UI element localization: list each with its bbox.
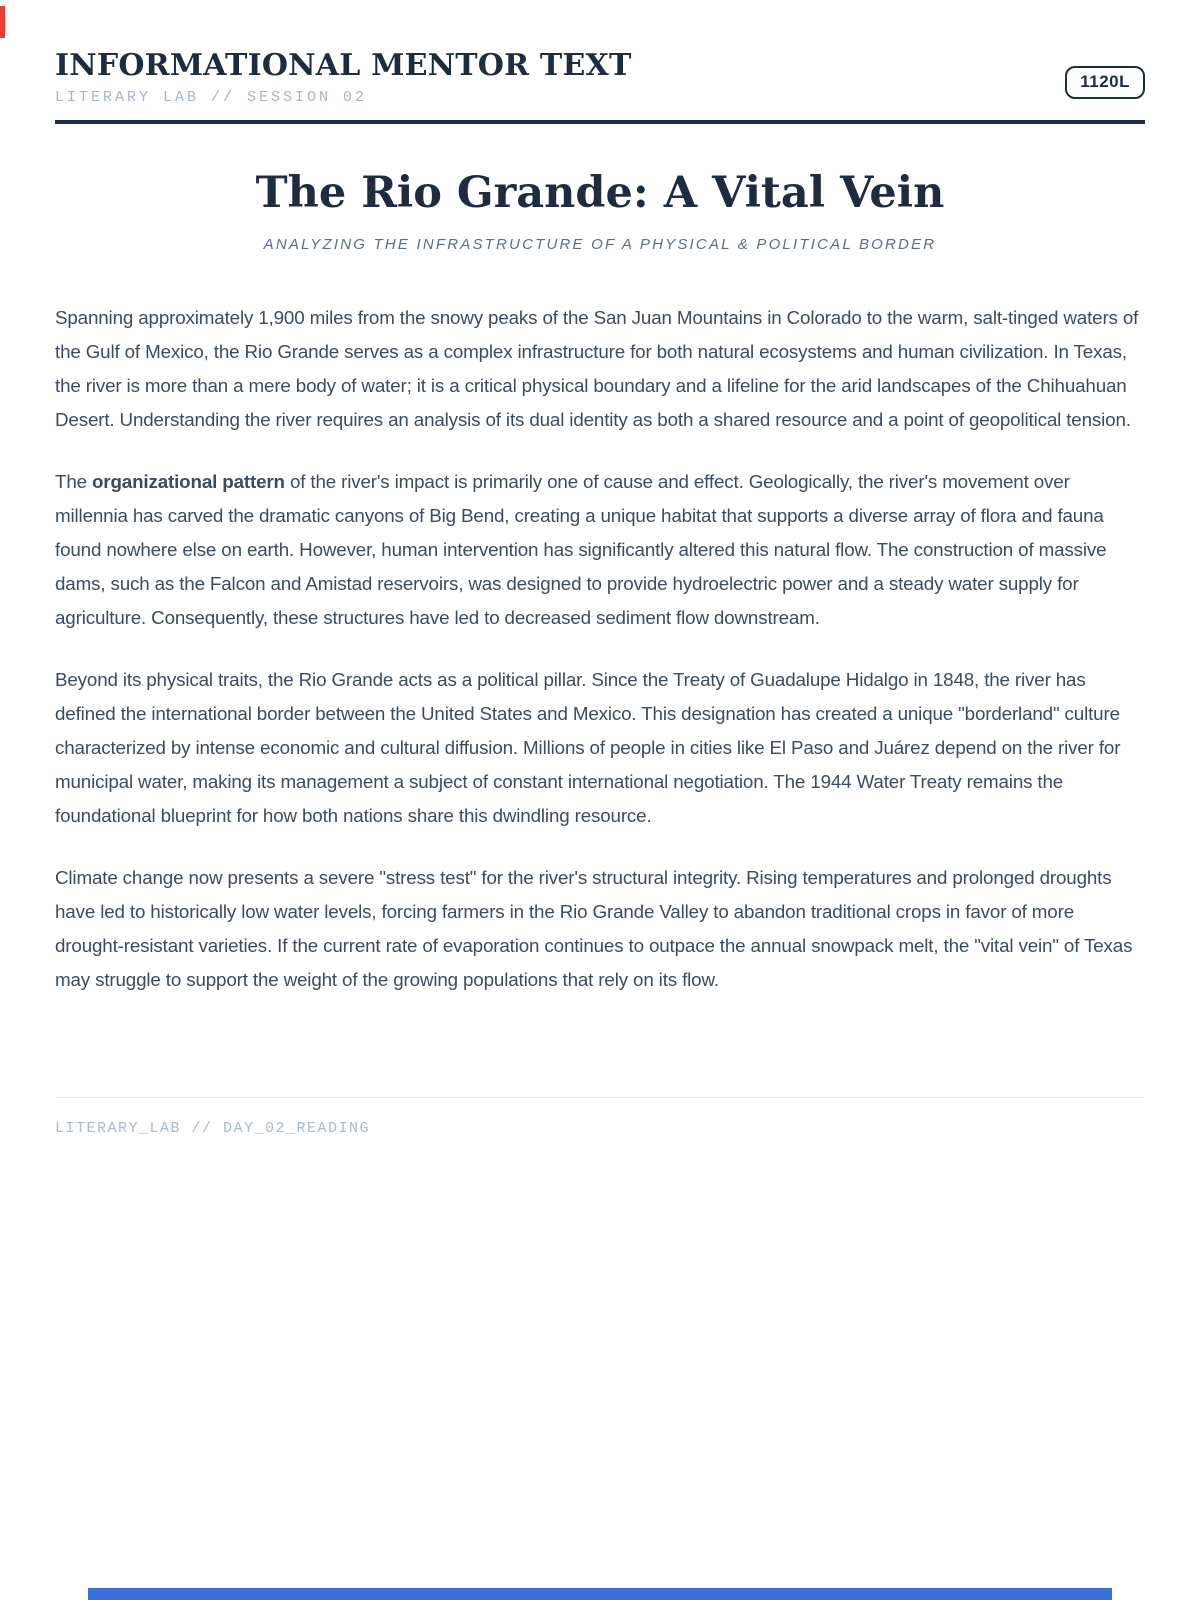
article-body [55,301,1145,997]
blue-bottom-accent-bar [88,1588,1112,1600]
page-footer [55,1097,1145,1137]
header-subtitle: LITERARY LAB // SESSION 02 [55,88,368,106]
paragraph: The organizational pattern of the river's impact is primarily one of cause and effect. Geologically, the river's movement over millennia has carved the dramatic canyons of Big Bend, creating a unique habitat that supports a diverse array of flora and fauna found nowhere else on earth. However, human intervention has significantly altered this natural flow. The construction of massive dams, such as the Falcon and Amistad reservoirs, was designed to provide hydroelectric power and a steady water supply for agriculture. Consequently, these structures have led to decreased sediment flow downstream. [55,470,1107,628]
article-title: The Rio Grande: A Vital Vein [255,167,945,218]
page-header [55,50,1145,106]
header-title: INFORMATIONAL MENTOR TEXT [55,48,632,83]
red-edge-accent-mark [0,6,5,38]
footer-label: LITERARY_LAB // DAY_02_READING [55,1119,371,1137]
lexile-badge: 1120L [1065,66,1145,99]
footer-rule-divider [55,1097,1145,1098]
article [55,168,1145,997]
paragraph: Spanning approximately 1,900 miles from the snowy peaks of the San Juan Mountains in Colorado to the warm, salt-tinged waters of the Gulf of Mexico, the Rio Grande serves as a complex infrastructure for both natural ecosystems and human civilization. In Texas, the river is more than a mere body of water; it is a critical physical boundary and a lifeline for the arid landscapes of the Chihuahuan Desert. Understanding the river requires an analysis of its dual identity as both a shared resource and a point of geopolitical tension. [55,306,1139,430]
article-subtitle: ANALYZING THE INFRASTRUCTURE OF A PHYSICAL & POLITICAL BORDER [263,235,937,253]
header-title-block [55,50,632,106]
header-rule-divider [55,120,1145,124]
paragraph: Beyond its physical traits, the Rio Grande acts as a political pillar. Since the Treaty of Guadalupe Hidalgo in 1848, the river has defined the international border between the United States and Mexico. This designation has created a unique "borderland" culture characterized by intense economic and cultural diffusion. Millions of people in cities like El Paso and Juárez depend on the river for municipal water, making its management a subject of constant international negotiation. The 1944 Water Treaty remains the foundational blueprint for how both nations share this dwindling resource. [55,668,1121,826]
paragraph: Climate change now presents a severe "stress test" for the river's structural integrity. Rising temperatures and prolonged droughts have led to historically low water levels, forcing farmers in the Rio Grande Valley to abandon traditional crops in favor of more drought-resistant varieties. If the current rate of evaporation continues to outpace the annual snowpack melt, the "vital vein" of Texas may struggle to support the weight of the growing populations that rely on its flow. [55,866,1133,990]
